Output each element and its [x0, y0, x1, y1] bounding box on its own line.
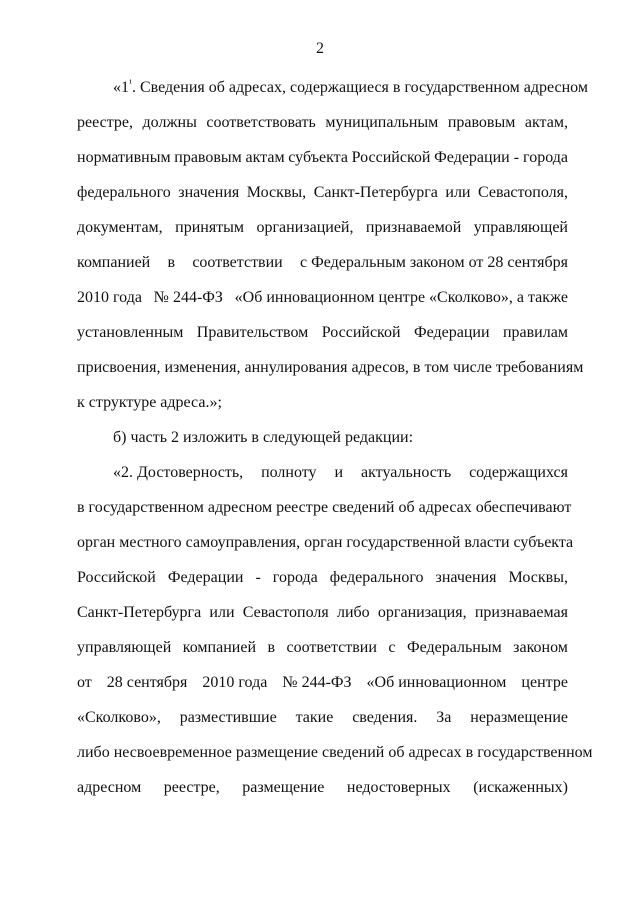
word: Правительством: [196, 324, 309, 341]
word: Российской: [351, 149, 431, 166]
text-line: [113, 463, 568, 483]
superscript-marker: ¹: [129, 78, 132, 89]
word: неразмещение: [470, 709, 568, 726]
text-fragment: присвоения, изменения, аннулирования адресов, в том числе требованиям: [77, 359, 584, 376]
word: Москвы,: [246, 184, 307, 201]
word: города: [272, 569, 318, 586]
word: либо: [336, 604, 370, 621]
word: законом: [513, 639, 568, 656]
text-line: [113, 78, 588, 98]
text-line: [77, 393, 568, 413]
word: правовым: [447, 114, 516, 131]
word: № 244-ФЗ: [282, 674, 352, 691]
text-line: [77, 673, 568, 693]
word: нормативным: [77, 149, 171, 166]
word: -: [255, 569, 261, 586]
word: Федерации: [167, 569, 244, 586]
text-fragment: «1: [113, 79, 129, 96]
text-fragment: б) часть 2 изложить в следующей редакции:: [113, 429, 414, 446]
text-line: [77, 638, 568, 658]
text-line: [77, 113, 568, 133]
word: соответствии: [286, 639, 377, 656]
word: 2010 года: [77, 289, 142, 306]
word: принятым: [175, 219, 245, 236]
word: Севастополя,: [478, 184, 568, 201]
word: Федерации - города: [434, 149, 568, 166]
word: установленным: [77, 324, 184, 341]
word: соответствовать: [206, 114, 316, 131]
word: содержащихся: [469, 464, 568, 481]
word: организация,: [377, 604, 467, 621]
word: «Об инновационном: [366, 674, 507, 691]
text-line: [77, 323, 568, 343]
word: субъекта: [288, 149, 348, 166]
word: реестре,: [163, 779, 220, 796]
word: документам,: [77, 219, 163, 236]
word: Российской: [321, 324, 401, 341]
text-fragment: орган местного самоуправления, орган государственной власти субъекта: [77, 534, 574, 551]
word: Федерации: [413, 324, 490, 341]
word: управляющей: [473, 219, 568, 236]
word: должны: [142, 114, 197, 131]
word: с: [388, 639, 396, 656]
word: Федеральным: [406, 639, 502, 656]
word: размещение: [242, 779, 325, 796]
word: разместившие: [179, 709, 277, 726]
word: (искаженных): [473, 779, 568, 796]
word: Российской: [77, 569, 156, 586]
text-line: [77, 708, 568, 728]
word: № 244-ФЗ: [153, 289, 223, 306]
word: Санкт-Петербурга: [77, 604, 202, 621]
text-fragment: . Сведения об адресах, содержащиеся в государственном адресном: [132, 79, 588, 96]
word: от: [77, 674, 92, 691]
word: признаваемой: [365, 219, 462, 236]
word: компанией: [182, 639, 256, 656]
word: в: [267, 639, 276, 656]
text-line: [77, 778, 568, 798]
word: актуальность: [361, 464, 452, 481]
text-line: [77, 568, 568, 588]
text-fragment: к структуре адреса.»;: [77, 394, 222, 411]
word: 28 сентября: [106, 674, 188, 691]
page-number: 2: [316, 40, 324, 57]
word: значения: [178, 184, 240, 201]
text-line: [77, 603, 568, 623]
word: с Федеральным законом от 28 сентября: [300, 254, 568, 271]
word: правилам: [502, 324, 568, 341]
text-line: [77, 358, 584, 378]
word: Санкт-Петербурга: [313, 184, 438, 201]
text-line: [77, 533, 574, 553]
word: «Об инновационном центре «Сколково», а также: [234, 289, 568, 306]
word: компанией: [77, 254, 151, 271]
word: федерального: [77, 184, 171, 201]
text-line: [77, 183, 568, 203]
word: такие: [295, 709, 334, 726]
word: муниципальным: [325, 114, 439, 131]
word: полноту: [261, 464, 317, 481]
word: управляющей: [77, 639, 172, 656]
word: адресном: [77, 779, 142, 796]
word: или: [209, 604, 235, 621]
word: или: [445, 184, 471, 201]
word: недостоверных: [346, 779, 451, 796]
text-fragment: в государственном адресном реестре сведений об адресах обеспечивают: [77, 499, 572, 516]
word: соответствии: [192, 254, 283, 271]
text-line: [77, 253, 568, 273]
word: центре: [521, 674, 568, 691]
word: признаваемая: [474, 604, 568, 621]
text-line: [77, 498, 572, 518]
word: и: [334, 464, 344, 481]
word: значения: [435, 569, 497, 586]
word: сведения.: [352, 709, 418, 726]
word: 2010 года: [202, 674, 268, 691]
word: Москвы,: [508, 569, 568, 586]
text-line: [77, 288, 568, 308]
word: правовым: [174, 149, 242, 166]
word: Севастополя: [242, 604, 329, 621]
word: в: [167, 254, 176, 271]
text-line: [77, 218, 568, 238]
word: За: [436, 709, 452, 726]
word: актам,: [524, 114, 568, 131]
word: федерального: [329, 569, 424, 586]
word: реестре,: [77, 114, 133, 131]
text-line: [77, 148, 568, 168]
text-fragment: либо несвоевременное размещение сведений об адресах в государственном: [77, 744, 593, 761]
text-line: [77, 743, 593, 763]
word: организацией,: [256, 219, 354, 236]
word: «2. Достоверность,: [113, 464, 244, 481]
word: «Сколково»,: [77, 709, 161, 726]
text-line: [113, 428, 568, 448]
word: актам: [245, 149, 285, 166]
